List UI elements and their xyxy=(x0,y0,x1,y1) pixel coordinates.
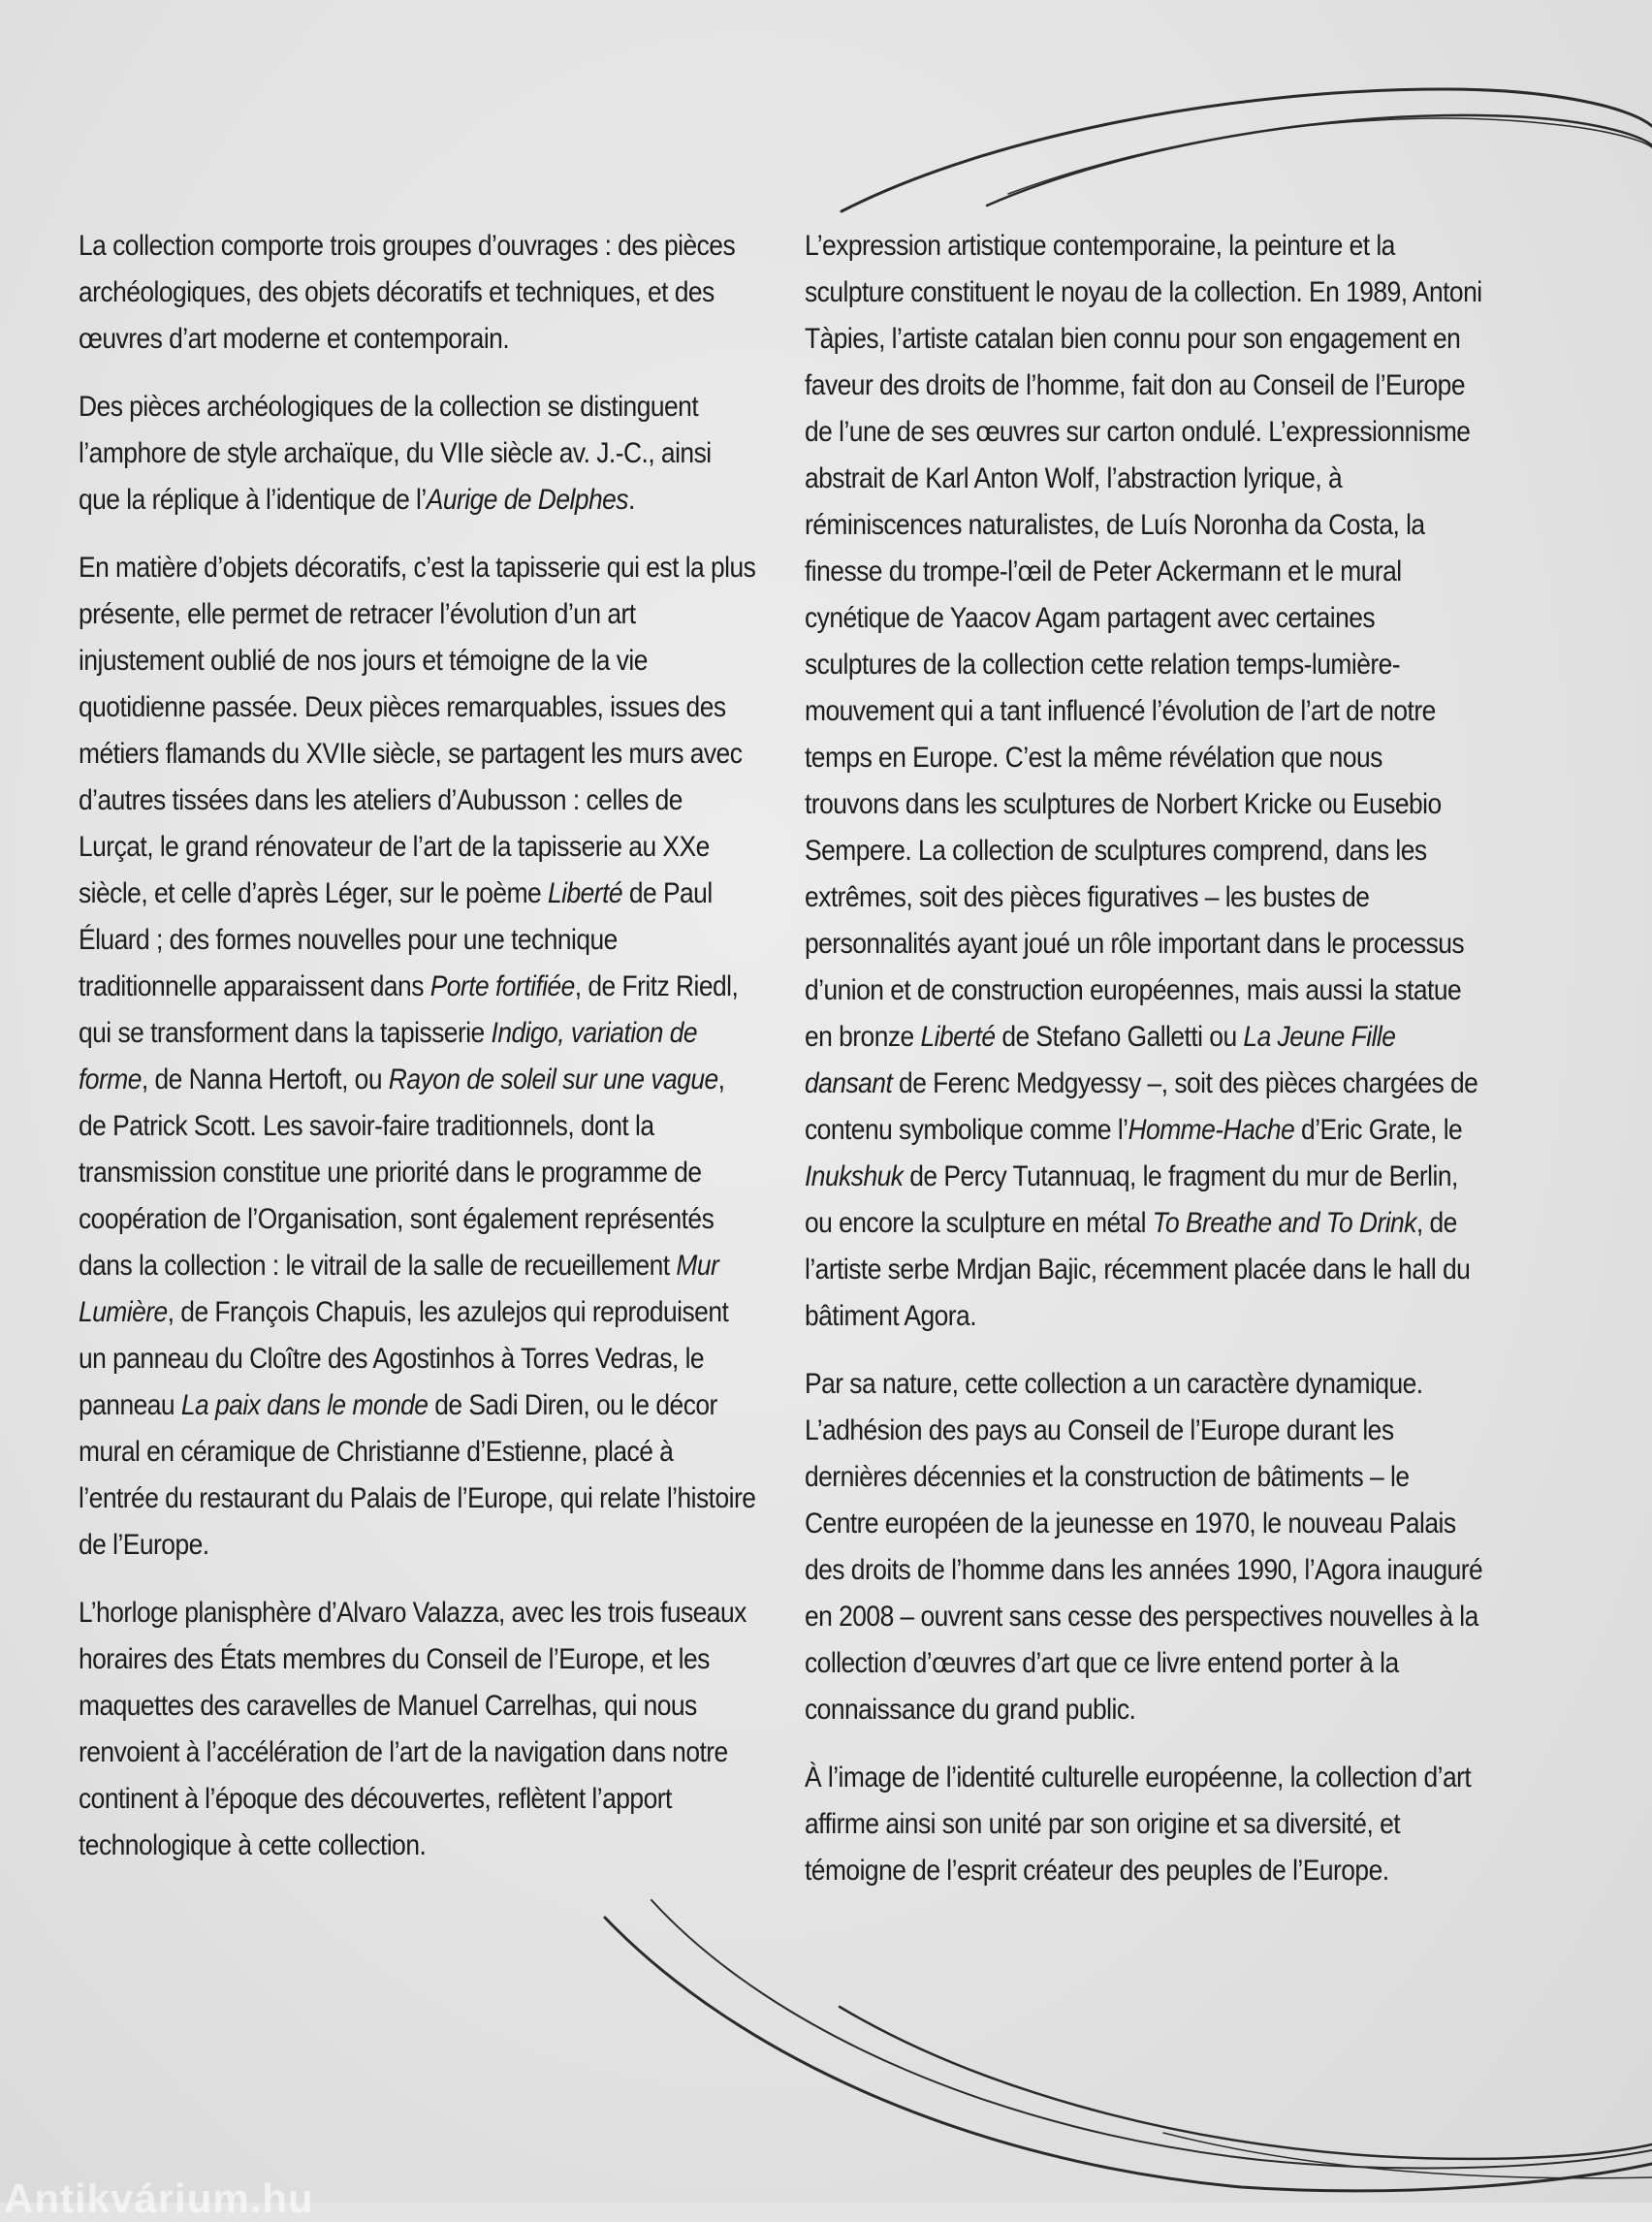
watermark: Antikvárium.hu xyxy=(4,2175,314,2221)
swirl-top-3 xyxy=(1008,118,1652,194)
paragraph: À l’image de l’identité culturelle européenne, la collection d’art affirme ainsi son unité par son origine et sa diversité, et témoigne de l’esprit créateur des peuples de l’Europe. xyxy=(805,1762,1472,1887)
swirl-bottom-1 xyxy=(605,1918,1652,2191)
paragraph: La collection comporte trois groupes d’ouvrages : des pièces archéologiques, des objets décoratifs et techniques, et des œuvres d’art moderne et contemporain. xyxy=(79,230,736,355)
paragraph: Par sa nature, cette collection a un caractère dynamique. L’adhésion des pays au Conseil de l’Europe durant les dernières décennies et la construction de bâtiments – le Centre européen de la jeunesse en 1970, le nouveau Palais des droits de l’homme dans les années 1990, l’Agora inauguré en 2008 – ouvrent sans cesse des perspectives nouvelles à la collection d’œuvres d’art que ce livre entend porter à la connaissance du grand public. xyxy=(805,1368,1483,1726)
paragraph: Des pièces archéologiques de la collection se distinguent l’amphore de style archaïque, du VIIe siècle av. J.-C., ainsi que la réplique à l’identique de l’Aurige de Delphes. xyxy=(79,391,712,516)
right-column xyxy=(805,223,1483,1916)
paragraph: L’expression artistique contemporaine, la peinture et la sculpture constituent le noyau de la collection. En 1989, Antoni Tàpies, l’artiste catalan bien connu pour son engagement en faveur des droits de l’homme, fait don au Conseil de l’Europe de l’une de ses œuvres sur carton ondulé. L’expressionnisme abstrait de Karl Anton Wolf, l’abstraction lyrique, à réminiscences naturalistes, de Luís Noronha da Costa, la finesse du trompe-l’œil de Peter Ackermann et le mural cynétique de Yaacov Agam partagent avec certaines sculptures de la collection cette relation temps-lumière-mouvement qui a tant influencé l’évolution de l’art de notre temps en Europe. C’est la même révélation que nous trouvons dans les sculptures de Norbert Kricke ou Eusebio Sempere. La collection de sculptures comprend, dans les extrêmes, soit des pièces figuratives – les bustes de personnalités ayant joué un rôle important dans le processus d’union et de construction européennes, mais aussi la statue en bronze Liberté de Stefano Galletti ou La Jeune Fille dansant de Ferenc Medgyessy –, soit des pièces chargées de contenu symbolique comme l’Homme-Hache d’Eric Grate, le Inukshuk de Percy Tutannuaq, le fragment du mur de Berlin, ou encore la sculpture en métal To Breathe and To Drink, de l’artiste serbe Mrdjan Bajic, récemment placée dans le hall du bâtiment Agora. xyxy=(805,230,1482,1332)
swirl-bottom-3 xyxy=(840,2007,1652,2159)
paragraph: L’horloge planisphère d’Alvaro Valazza, avec les trois fuseaux horaires des États membres du Conseil de l’Europe, et les maquettes des caravelles de Manuel Carrelhas, qui nous renvoient à l’accélération de l’art de la navigation dans notre continent à l’époque des découvertes, reflètent l’apport technologique à cette collection. xyxy=(79,1597,747,1861)
paragraph: En matière d’objets décoratifs, c’est la tapisserie qui est la plus présente, elle permet de retracer l’évolution d’un art injustement oublié de nos jours et témoigne de la vie quotidienne passée. Deux pièces remarquables, issues des métiers flamands du XVIIe siècle, se partagent les murs avec d’autres tissées dans les ateliers d’Aubusson : celles de Lurçat, le grand rénovateur de l’art de la tapisserie au XXe siècle, et celle d’après Léger, sur le poème Liberté de Paul Éluard ; des formes nouvelles pour une technique traditionnelle apparaissent dans Porte fortifiée, de Fritz Riedl, qui se transforment dans la tapisserie Indigo, variation de forme, de Nanna Hertoft, ou Rayon de soleil sur une vague, de Patrick Scott. Les savoir-faire traditionnels, dont la transmission constitue une priorité dans le programme de coopération de l’Organisation, sont également représentés dans la collection : le vitrail de la salle de recueillement Mur Lumière, de François Chapuis, les azulejos qui reproduisent un panneau du Cloître des Agostinhos à Torres Vedras, le panneau La paix dans le monde de Sadi Diren, ou le décor mural en céramique de Christianne d’Estienne, placé à l’entrée du restaurant du Palais de l’Europe, qui relate l’histoire de l’Europe. xyxy=(79,552,756,1561)
left-column xyxy=(79,223,757,1890)
swirl-top-1 xyxy=(842,89,1652,211)
swirl-bottom-2 xyxy=(651,1900,1652,2169)
